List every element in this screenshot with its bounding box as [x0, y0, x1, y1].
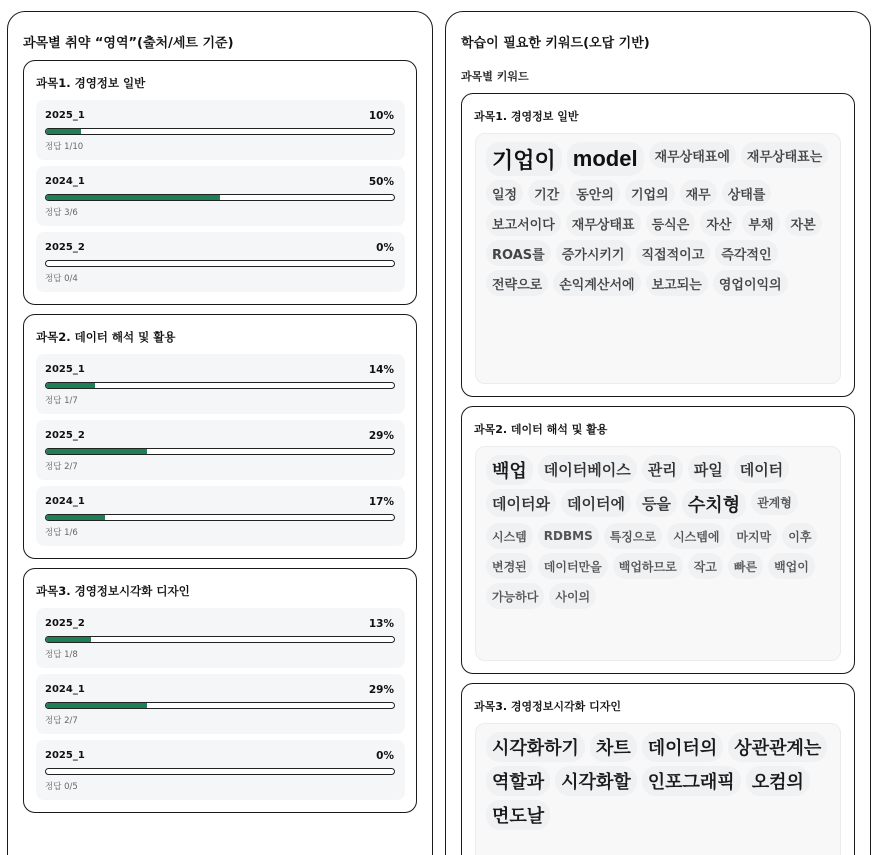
- subject-card-2: [23, 314, 417, 559]
- keyword-chip: 부채: [742, 210, 779, 236]
- stat-percent: 0%: [376, 242, 394, 254]
- keyword-chip: 데이터에: [561, 489, 631, 517]
- stat-row: [36, 674, 405, 734]
- stat-percent: 10%: [368, 110, 394, 122]
- keyword-chip: 동안의: [570, 180, 620, 206]
- keyword-chip: 등을: [636, 489, 677, 517]
- stat-detail: 정답 3/6: [45, 208, 78, 218]
- keyword-chip: 사이의: [549, 583, 596, 609]
- keyword-chip: 면도날: [486, 800, 550, 830]
- progress-bar: [45, 702, 395, 709]
- stat-percent: 13%: [368, 618, 394, 630]
- keyword-chip: 기업의: [625, 180, 675, 206]
- stat-percent: 17%: [368, 496, 394, 508]
- keyword-chip: 재무상태표에: [649, 142, 736, 168]
- stat-row: [36, 740, 405, 800]
- progress-fill: [46, 449, 147, 454]
- keyword-chip: 가능하다: [486, 583, 544, 609]
- subject-title: 과목1. 경영정보 일반: [36, 76, 146, 90]
- subject-title: 과목3. 경영정보시각화 디자인: [36, 584, 190, 598]
- stat-label: 2024_1: [45, 176, 85, 187]
- subject-title: 과목2. 데이터 해석 및 활용: [36, 330, 176, 344]
- keywords-panel: [445, 11, 871, 855]
- keyword-chip: 즉각적인: [715, 240, 777, 266]
- keyword-card-1: [461, 93, 855, 397]
- keyword-cloud: [475, 723, 841, 855]
- keyword-chip: 마지막: [730, 523, 777, 549]
- stat-label: 2025_2: [45, 242, 85, 253]
- keyword-chip: 기간: [528, 180, 565, 206]
- progress-bar: [45, 382, 395, 389]
- stat-detail: 정답 0/4: [45, 274, 78, 284]
- keyword-chip: model: [567, 142, 644, 176]
- stat-percent: 29%: [368, 430, 394, 442]
- keyword-chip: 오컴의: [746, 766, 810, 796]
- progress-bar: [45, 260, 395, 267]
- keyword-chip: 이후: [782, 523, 817, 549]
- keyword-chip: 전략으로: [486, 270, 548, 296]
- keyword-chip: 데이터베이스: [538, 455, 637, 483]
- stat-label: 2025_2: [45, 430, 85, 441]
- stat-detail: 정답 2/7: [45, 462, 78, 472]
- keyword-chip: 데이터의: [642, 732, 724, 762]
- progress-fill: [46, 129, 81, 134]
- keyword-chip: 시각화하기: [486, 732, 585, 762]
- stat-label: 2025_1: [45, 364, 85, 375]
- keyword-chip: 역할과: [486, 766, 550, 796]
- stat-row: [36, 100, 405, 160]
- keyword-card-title: 과목1. 경영정보 일반: [474, 110, 579, 123]
- keyword-chip: 데이터와: [486, 489, 556, 517]
- keyword-chip: 데이터만을: [538, 553, 608, 579]
- keyword-chip: 시각화할: [555, 766, 637, 796]
- keyword-chip: 직접적이고: [636, 240, 711, 266]
- keyword-chip: 인포그래픽: [642, 766, 741, 796]
- progress-bar: [45, 514, 395, 521]
- keyword-chip: 재무상태표: [566, 210, 641, 236]
- keyword-chip: 시스템: [486, 523, 533, 549]
- progress-bar: [45, 636, 395, 643]
- keyword-chip: 백업하므로: [613, 553, 683, 579]
- stat-label: 2025_1: [45, 110, 85, 121]
- keyword-card-title: 과목3. 경영정보시각화 디자인: [474, 700, 622, 713]
- keyword-chip: 관계형: [751, 489, 798, 515]
- keyword-card-title: 과목2. 데이터 해석 및 활용: [474, 423, 608, 436]
- stat-label: 2025_2: [45, 618, 85, 629]
- keyword-chip: 데이터: [734, 455, 789, 483]
- stat-label: 2025_1: [45, 750, 85, 761]
- stat-row: [36, 486, 405, 546]
- keywords-title: 학습이 필요한 키워드(오답 기반): [461, 36, 650, 51]
- keyword-chip: 보고되는: [646, 270, 708, 296]
- keyword-chip: 빠른: [728, 553, 763, 579]
- stat-row: [36, 608, 405, 668]
- weak-areas-title: 과목별 취약 “영역”(출처/세트 기준): [23, 36, 234, 51]
- progress-bar: [45, 448, 395, 455]
- stat-detail: 정답 1/8: [45, 650, 78, 660]
- progress-fill: [46, 637, 91, 642]
- stat-detail: 정답 2/7: [45, 716, 78, 726]
- progress-fill: [46, 703, 147, 708]
- keyword-chip: 작고: [688, 553, 723, 579]
- keyword-card-2: [461, 406, 855, 674]
- keyword-cloud: [475, 446, 841, 661]
- keyword-chip: 특징으로: [604, 523, 662, 549]
- progress-bar: [45, 128, 395, 135]
- progress-bar: [45, 194, 395, 201]
- keyword-chip: ROAS를: [486, 240, 551, 266]
- keyword-chip: 재무: [680, 180, 717, 206]
- subject-card-3: [23, 568, 417, 813]
- stat-label: 2024_1: [45, 496, 85, 507]
- stat-percent: 50%: [368, 176, 394, 188]
- keyword-chip: 증가시키기: [556, 240, 631, 266]
- keyword-chip: 상태를: [722, 180, 772, 206]
- keyword-chip: RDBMS: [538, 523, 599, 549]
- stat-row: [36, 354, 405, 414]
- keyword-chip: 관리: [642, 455, 683, 483]
- stat-detail: 정답 0/5: [45, 782, 78, 792]
- stat-detail: 정답 1/6: [45, 528, 78, 538]
- subject-card-1: [23, 60, 417, 305]
- keyword-chip: 자본: [785, 210, 822, 236]
- keyword-chip: 파일: [688, 455, 729, 483]
- keyword-chip: 자산: [700, 210, 737, 236]
- keyword-card-3: [461, 683, 855, 855]
- keyword-chip: 상관관계는: [728, 732, 827, 762]
- stat-row: [36, 420, 405, 480]
- weak-areas-panel: [7, 11, 433, 855]
- keyword-chip: 기업이: [486, 142, 562, 176]
- stat-percent: 14%: [368, 364, 394, 376]
- stat-detail: 정답 1/10: [45, 142, 84, 152]
- keyword-chip: 시스템에: [667, 523, 725, 549]
- keyword-chip: 백업: [486, 455, 533, 485]
- keyword-chip: 재무상태표는: [741, 142, 828, 168]
- stat-detail: 정답 1/7: [45, 396, 78, 406]
- keyword-cloud: [475, 133, 841, 384]
- progress-bar: [45, 768, 395, 775]
- keyword-chip: 영업이익의: [713, 270, 788, 296]
- stat-row: [36, 166, 405, 226]
- stat-row: [36, 232, 405, 292]
- keyword-chip: 차트: [590, 732, 637, 762]
- keyword-chip: 등식은: [646, 210, 696, 236]
- keyword-chip: 보고서이다: [486, 210, 561, 236]
- progress-fill: [46, 515, 105, 520]
- keyword-chip: 변경된: [486, 553, 533, 579]
- stat-percent: 0%: [376, 750, 394, 762]
- progress-fill: [46, 195, 220, 200]
- keyword-chip: 일정: [486, 180, 523, 206]
- stat-label: 2024_1: [45, 684, 85, 695]
- stat-percent: 29%: [368, 684, 394, 696]
- keywords-subtitle: 과목별 키워드: [461, 70, 529, 83]
- keyword-chip: 백업이: [768, 553, 815, 579]
- keyword-chip: 손익계산서에: [553, 270, 640, 296]
- keyword-chip: 수치형: [682, 489, 746, 519]
- progress-fill: [46, 383, 95, 388]
